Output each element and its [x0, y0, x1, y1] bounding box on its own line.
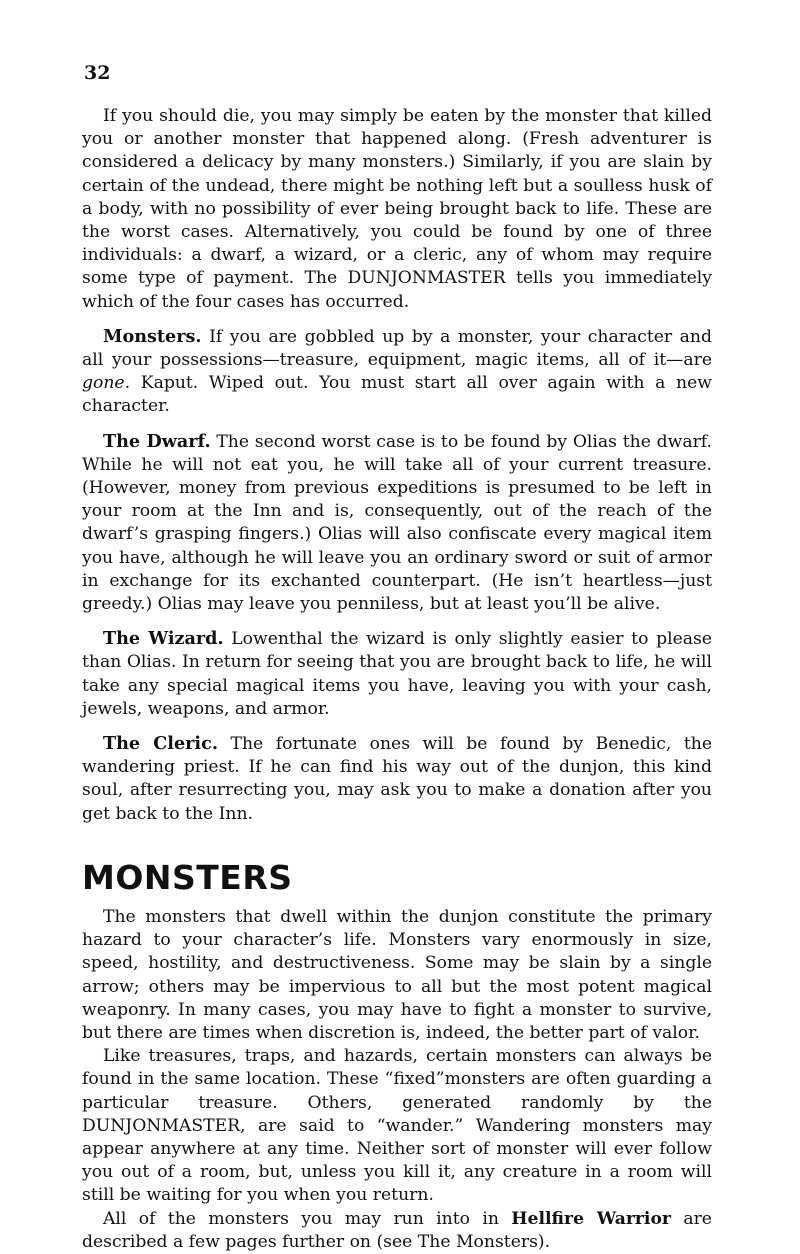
case-cleric-paragraph — [82, 732, 712, 826]
case-dwarf-text: The second worst case is to be found by Olias the dwarf. While he will not eat you, he will take all of your current treasure. (However, money from previous expeditions is presumed to be left in your room at the Inn and is, consequently, out of the reach of the dwarf’s grasping fingers.) Olias will also confiscate every magical item you have, although he will leave you an ordinary sword or suit of armor in exchange for its exchanted counterpart. (He isn’t heartless—just greedy.) Olias may leave you penniless, but at least you’ll be alive. — [82, 431, 712, 615]
monsters-paragraph-3-text: All of the monsters you may run into in — [103, 1208, 512, 1229]
monsters-section-title: MONSTERS — [82, 857, 293, 897]
death-intro-paragraph: If you should die, you may simply be eaten by the monster that killed you or another monster that happened along. (Fresh adventurer is considered a delicacy by many monsters.) Similarly, if you are slain by certain of the undead, there might be nothing left but a soulless husk of a body, with no possibility of ever being brought back to life. These are the worst cases. Alternatively, you could be found by one of three individuals: a dwarf, a wizard, or a cleric, any of whom may require some type of payment. The DUNJONMASTER tells you immediately which of the four cases has occurred. — [82, 106, 712, 312]
page-number: 32 — [84, 62, 111, 84]
case-cleric-text: The fortunate ones will be found by Benedic, the wandering priest. If he can find his way out of the dunjon, this kind soul, after resurrecting you, may ask you to make a donation after you get back to the Inn. — [82, 734, 713, 824]
case-cleric-heading: The Cleric. — [103, 733, 218, 755]
case-wizard-paragraph — [82, 627, 712, 721]
game-title: Hellfire Warrior — [511, 1208, 671, 1229]
case-dwarf-heading: The Dwarf. — [103, 430, 211, 452]
monsters-paragraph-1: The monsters that dwell within the dunjon constitute the primary hazard to your character’s life. Monsters vary enormously in size, speed, hostility, and destructiveness. Some may be slain by a single arrow; others may be impervious to all but the most potent magical weaponry. In many cases, you may have to fight a monster to survive, but there are times when discretion is, indeed, the better part of valor. — [82, 906, 712, 1043]
monsters-paragraph-2: Like treasures, traps, and hazards, certain monsters can always be found in the same location. These “fixed”monsters are often guarding a particular treasure. Others, generated randomly by the DUNJONMASTER, are said to “wander.” Wandering monsters may appear anywhere at any time. Neither sort of monster will ever follow you out of a room, but, unless you kill it, any creature in a room will still be waiting for you when you return. — [82, 1046, 712, 1206]
case-wizard-text: Lowenthal the wizard is only slightly easier to please than Olias. In return for seeing that you are brought back to life, he will take any special magical items you have, leaving you with your cash, jewels, weapons, and armor. — [82, 629, 712, 719]
case-dwarf-paragraph — [82, 430, 712, 617]
case-monsters-heading: Monsters. — [103, 325, 202, 347]
page-body — [82, 105, 712, 1254]
case-monsters-text-end: Kaput. Wiped out. You must start all over again with a new character. — [82, 373, 712, 417]
case-monsters-italic: gone. — [82, 373, 131, 394]
monsters-paragraph-3 — [82, 1208, 712, 1254]
case-monsters-paragraph — [82, 325, 712, 419]
case-monsters-text: If you are gobbled up by a monster, your character and all your possessions—treasure, equipment, magic items, all of it—are — [82, 326, 712, 371]
monsters-paragraph-3-text-end: are described a few pages further on (see The Monsters). — [82, 1208, 712, 1252]
case-wizard-heading: The Wizard. — [103, 628, 224, 650]
